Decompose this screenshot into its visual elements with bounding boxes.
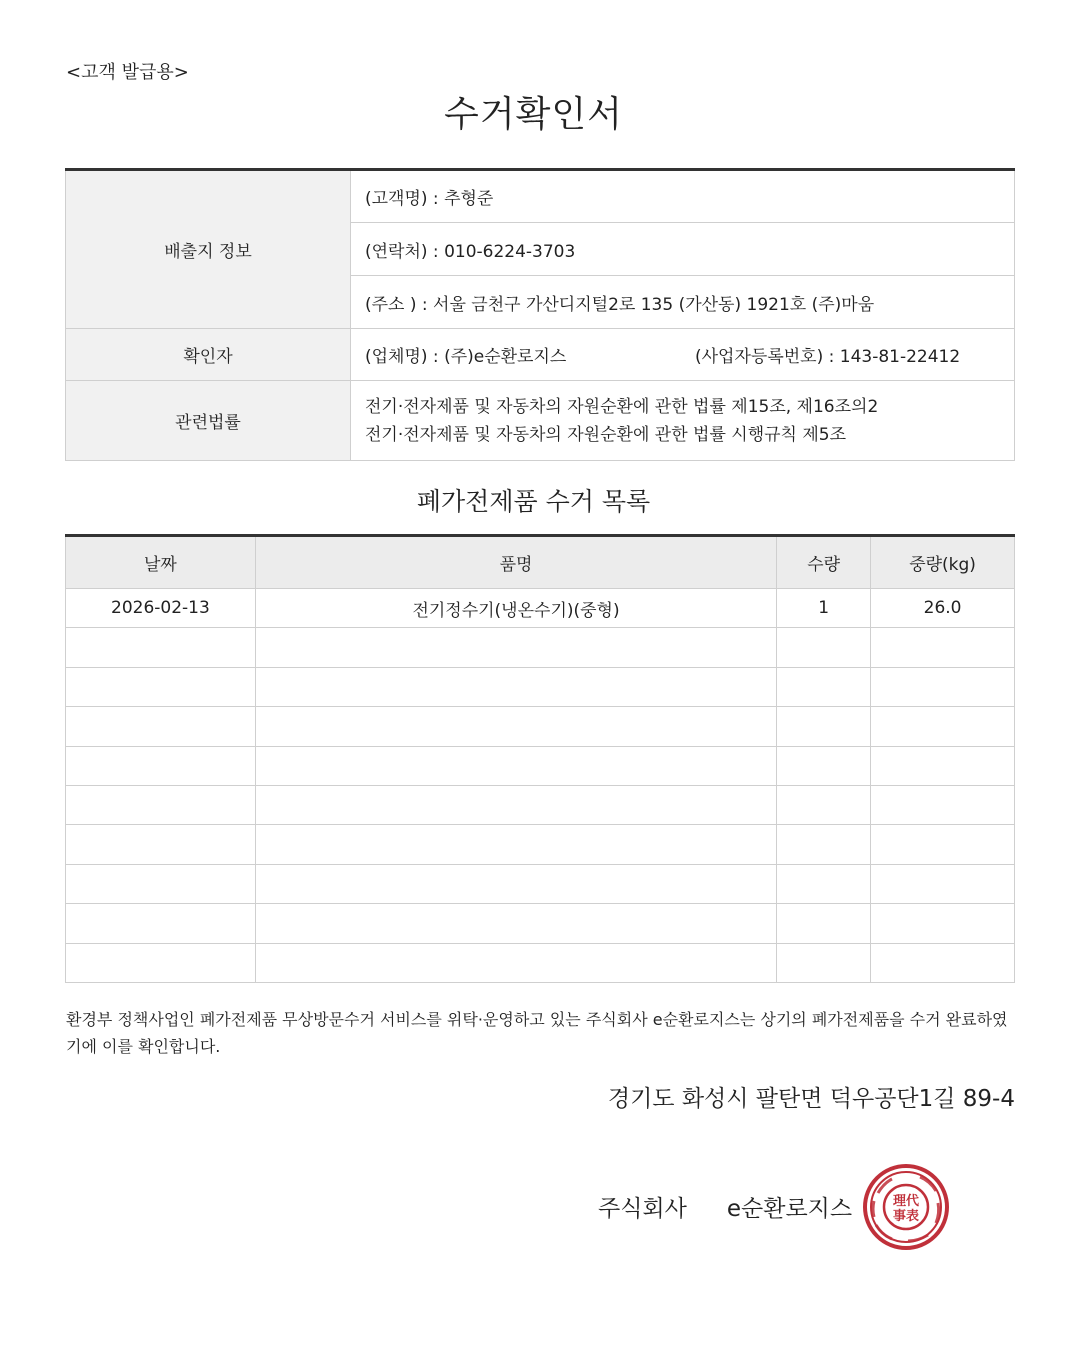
row-item: [255, 904, 776, 943]
company-signature-name: e순환로지스: [726, 1196, 853, 1222]
row-date: [66, 904, 256, 943]
row-quantity: [777, 825, 871, 864]
row-weight: [871, 746, 1015, 785]
row-weight: [871, 667, 1015, 706]
row-quantity: [777, 904, 871, 943]
collection-list-table: [65, 534, 1015, 983]
row-weight: [871, 825, 1015, 864]
confirmation-notice: 환경부 정책사업인 폐가전제품 무상방문수거 서비스를 위탁·운영하고 있는 주식회사 e순환로지스는 상기의 폐가전제품을 수거 완료하였기에 이를 확인합니다.: [66, 1010, 1008, 1056]
company-signature: [598, 1190, 852, 1223]
row-date: [66, 785, 256, 824]
issue-tag: <고객 발급용>: [66, 62, 189, 83]
company-name: (업체명) : (주)e순환로지스: [365, 347, 567, 367]
row-item: [255, 785, 776, 824]
row-quantity: [777, 943, 871, 982]
row-date: [66, 746, 256, 785]
table-row: [66, 785, 1015, 824]
row-date: [66, 864, 256, 903]
document-title: 수거확인서: [444, 94, 623, 135]
row-date: [66, 825, 256, 864]
row-weight: [871, 864, 1015, 903]
seal-text-bottom: 事表: [892, 1209, 920, 1224]
table-row: [66, 864, 1015, 903]
customer-address: (주소 ) : 서울 금천구 가산디지털2로 135 (가산동) 1921호 (주)마움: [351, 276, 1015, 329]
law-text: [351, 381, 1015, 461]
customer-name: (고객명) : 추형준: [351, 170, 1015, 223]
table-row: [66, 628, 1015, 667]
customer-contact: (연락처) : 010-6224-3703: [351, 223, 1015, 276]
row-weight: [871, 628, 1015, 667]
seal-text-top: 理代: [892, 1194, 920, 1209]
confirmer-info: [351, 329, 1015, 381]
col-item: 품명: [255, 536, 776, 589]
row-quantity: [777, 864, 871, 903]
confirmer-label: 확인자: [66, 329, 351, 381]
emitter-label: 배출지 정보: [66, 170, 351, 329]
col-date: 날짜: [66, 536, 256, 589]
row-item: [255, 628, 776, 667]
row-item: [255, 707, 776, 746]
row-weight: [871, 785, 1015, 824]
table-row: [66, 746, 1015, 785]
law-line-1: 전기·전자제품 및 자동차의 자원순환에 관한 법률 제15조, 제16조의2: [365, 396, 879, 417]
table-row: [66, 825, 1015, 864]
table-row: [66, 904, 1015, 943]
row-item: [255, 667, 776, 706]
business-number: (사업자등록번호) : 143-81-22412: [695, 347, 961, 367]
row-item: 전기정수기(냉온수기)(중형): [255, 589, 776, 628]
row-quantity: [777, 628, 871, 667]
row-item: [255, 746, 776, 785]
row-date: [66, 943, 256, 982]
col-quantity: 수량: [777, 536, 871, 589]
table-row: [66, 707, 1015, 746]
info-table: [65, 168, 1015, 461]
row-quantity: [777, 785, 871, 824]
row-weight: 26.0: [871, 589, 1015, 628]
company-prefix: 주식회사: [598, 1196, 687, 1222]
row-item: [255, 864, 776, 903]
company-seal-icon: [862, 1163, 950, 1251]
row-weight: [871, 943, 1015, 982]
table-row: [66, 943, 1015, 982]
row-weight: [871, 707, 1015, 746]
row-quantity: [777, 707, 871, 746]
row-date: 2026-02-13: [66, 589, 256, 628]
row-quantity: [777, 667, 871, 706]
list-title: 폐가전제품 수거 목록: [416, 487, 651, 516]
row-quantity: [777, 746, 871, 785]
row-date: [66, 628, 256, 667]
row-date: [66, 667, 256, 706]
law-label: 관련법률: [66, 381, 351, 461]
col-weight: 중량(kg): [871, 536, 1015, 589]
company-address: 경기도 화성시 팔탄면 덕우공단1길 89-4: [607, 1086, 1015, 1112]
row-weight: [871, 904, 1015, 943]
row-item: [255, 825, 776, 864]
table-row: [66, 589, 1015, 628]
table-row: [66, 667, 1015, 706]
row-item: [255, 943, 776, 982]
law-line-2: 전기·전자제품 및 자동차의 자원순환에 관한 법률 시행규칙 제5조: [365, 424, 847, 445]
row-date: [66, 707, 256, 746]
row-quantity: 1: [777, 589, 871, 628]
